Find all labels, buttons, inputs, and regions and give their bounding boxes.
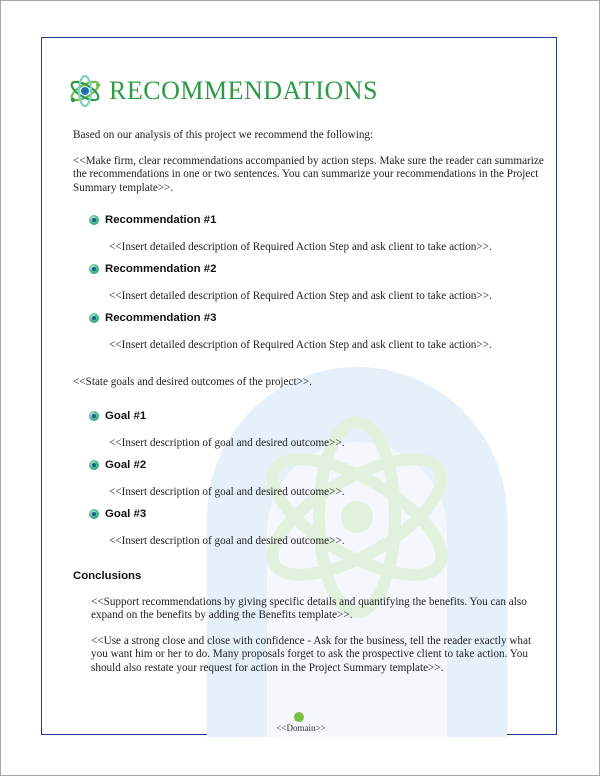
page-header xyxy=(67,71,378,111)
recommendation-heading-2 xyxy=(89,263,216,275)
recommendation-body-1: <<Insert detailed description of Required Action Step and ask client to take action>>. xyxy=(109,241,492,253)
bullet-icon xyxy=(89,264,99,274)
recommendation-heading-1 xyxy=(89,214,216,226)
bullet-icon xyxy=(89,460,99,470)
goal-body-1: <<Insert description of goal and desired outcome>>. xyxy=(109,437,345,449)
atom-watermark-icon xyxy=(207,367,559,737)
recommendation-heading-3 xyxy=(89,312,216,324)
goal-heading-1 xyxy=(89,410,146,422)
bullet-icon xyxy=(89,509,99,519)
goal-body-2: <<Insert description of goal and desired outcome>>. xyxy=(109,486,345,498)
goal-title: Goal #3 xyxy=(105,508,147,520)
intro-note: <<Make firm, clear recommendations accompanied by action steps. Make sure the reader can summarize the recommendations in one or two sentences. You can summarize your recommendations in the Project Summary template>>. xyxy=(73,155,544,194)
recommendation-body-2: <<Insert detailed description of Required Action Step and ask client to take action>>. xyxy=(109,290,492,302)
footer-dot-icon xyxy=(294,712,304,722)
footer-domain: <<Domain>> xyxy=(276,723,326,733)
goal-heading-2 xyxy=(89,459,146,471)
goal-title: Goal #2 xyxy=(105,459,147,471)
goal-heading-3 xyxy=(89,508,146,520)
bullet-icon xyxy=(89,215,99,225)
bullet-icon xyxy=(89,313,99,323)
conclusions-paragraph-1: <<Support recommendations by giving specific details and quantifying the benefits. You can also expand on the benefits by adding the Benefits template>>. xyxy=(91,596,527,622)
conclusions-paragraph-2: <<Use a strong close and close with confidence - Ask for the business, tell the reader exactly what you want him or her to do. Many proposals forget to ask the prospective client to take action. You should also restate your request for action in the Project Summary template>>. xyxy=(91,635,532,674)
recommendation-body-3: <<Insert detailed description of Required Action Step and ask client to take action>>. xyxy=(109,339,492,351)
recommendation-title: Recommendation #1 xyxy=(105,214,217,226)
intro-text: Based on our analysis of this project we recommend the following: xyxy=(73,129,374,141)
recommendation-title: Recommendation #3 xyxy=(105,312,217,324)
goal-title: Goal #1 xyxy=(105,410,147,422)
page-title: RECOMMENDATIONS xyxy=(109,76,378,105)
goals-note: <<State goals and desired outcomes of the project>>. xyxy=(73,376,312,388)
recommendation-title: Recommendation #2 xyxy=(105,263,217,275)
atom-logo-icon xyxy=(67,73,103,109)
conclusions-heading: Conclusions xyxy=(73,570,142,582)
goal-body-3: <<Insert description of goal and desired outcome>>. xyxy=(109,535,345,547)
bullet-icon xyxy=(89,411,99,421)
